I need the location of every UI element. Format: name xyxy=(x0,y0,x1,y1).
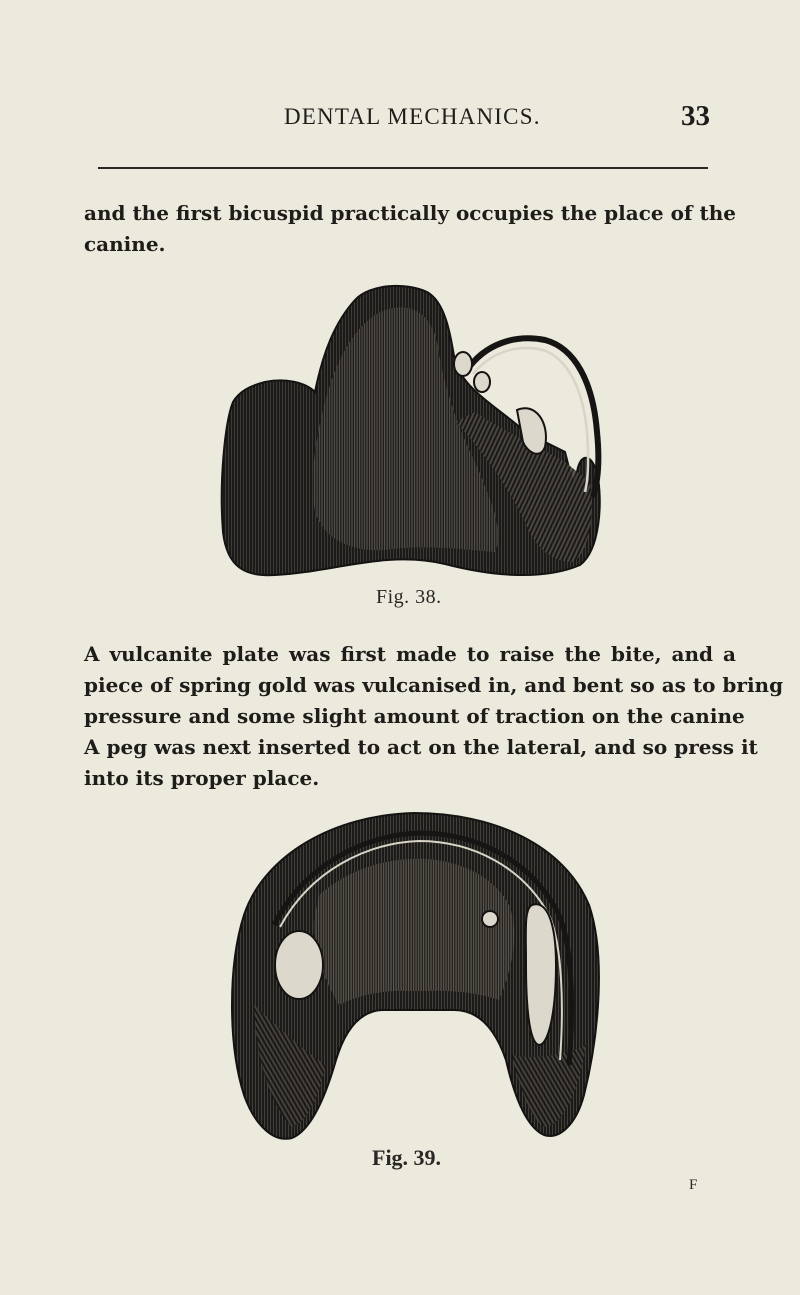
fig-38-caption: Fig. 38. xyxy=(376,586,442,608)
fig-39-caption: Fig. 39. xyxy=(372,1145,442,1170)
signature-mark: F xyxy=(689,1177,698,1193)
fig-39-opening-right xyxy=(526,904,556,1045)
paragraph-2-line-2: piece of spring gold was vulcanised in, and bent so as to bring xyxy=(84,673,784,697)
fig-39-peg xyxy=(482,911,498,927)
fig-38-illustration xyxy=(205,282,615,587)
fig-38-tooth-outline-1 xyxy=(454,352,472,376)
paragraph-2-line-4: A peg was next inserted to act on the lateral, and so press it xyxy=(84,735,758,759)
paragraph-1-line-1: and the first bicuspid practically occupies the place of the xyxy=(84,201,737,225)
page-number: 33 xyxy=(681,100,710,132)
running-head: DENTAL MECHANICS. xyxy=(284,104,541,129)
fig-39-illustration xyxy=(214,805,618,1150)
paragraph-2-line-3: pressure and some slight amount of traction on the canine xyxy=(84,704,745,728)
paragraph-1 xyxy=(84,198,737,260)
header-rule xyxy=(98,167,708,169)
paragraph-2-line-5: into its proper place. xyxy=(84,766,320,790)
paragraph-2 xyxy=(84,639,784,794)
paragraph-1-line-2: canine. xyxy=(84,232,166,256)
fig-39-palate xyxy=(314,859,514,1005)
paragraph-2-line-1: A vulcanite plate was first made to raise the bite, and a xyxy=(84,642,736,666)
fig-39-opening-left xyxy=(275,931,323,999)
fig-38-tooth-outline-2 xyxy=(474,372,490,392)
